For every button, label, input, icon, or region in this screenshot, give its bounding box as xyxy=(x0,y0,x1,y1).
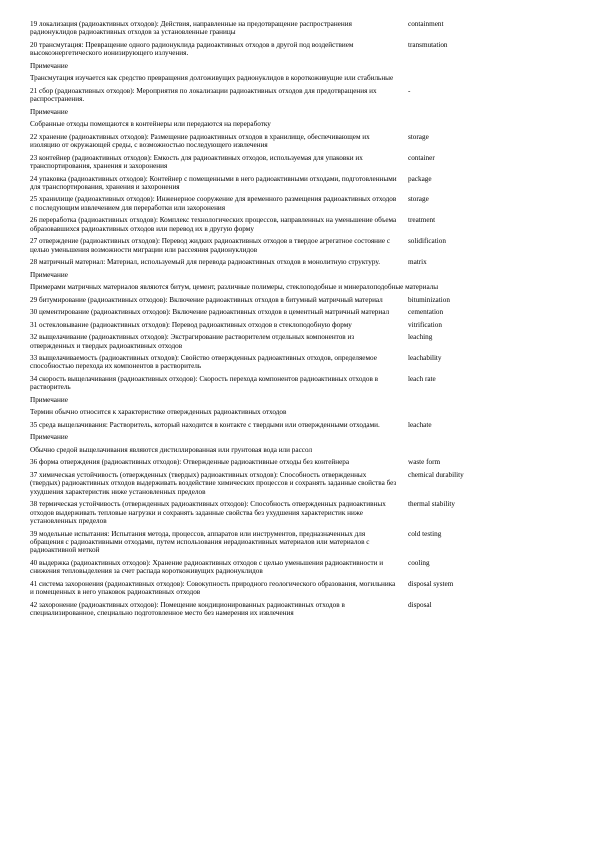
term-definition: 24 упаковка (радиоактивных отходов): Контейнер с помещенными в него радиоактивными отходами, подготовленными для транспортирования, хранения и захоронения xyxy=(30,174,397,191)
note-text: Примечание xyxy=(30,270,68,279)
term-definition: 42 захоронение (радиоактивных отходов): Помещение кондиционированных радиоактивных отходов в специализированное, специально подготовленное место без намерения их извлечения xyxy=(30,600,345,618)
term-english-equivalent: package xyxy=(408,174,432,183)
term-entry xyxy=(30,471,570,496)
term-definition: 36 форма отверждения (радиоактивных отходов): Отвержденные радиоактивные отходы без контейнера xyxy=(30,458,350,467)
term-entry xyxy=(30,87,570,104)
term-english-equivalent: waste form xyxy=(408,458,441,467)
term-entry xyxy=(30,375,570,392)
term-entry xyxy=(30,321,570,329)
term-entry xyxy=(30,154,570,171)
term-entry xyxy=(30,354,570,371)
term-english-equivalent: leach rate xyxy=(408,374,436,383)
term-english-equivalent: disposal xyxy=(408,600,432,609)
term-definition: 26 переработка (радиоактивных отходов): Комплекс технологических процессов, направленных на уменьшение объема образовавшихся радиоактивных отходов или перевод их в другую форму xyxy=(30,216,397,233)
term-entry xyxy=(30,559,570,576)
term-english-equivalent: containment xyxy=(408,20,444,28)
term-entry xyxy=(30,175,570,192)
term-entry xyxy=(30,237,570,254)
term-definition: 23 контейнер (радиоактивных отходов): Емкость для радиоактивных отходов, используемая для упаковки их транспортирования, хранения и захоронения xyxy=(30,153,363,171)
term-entry xyxy=(30,530,570,555)
term-definition: 41 система захоронения (радиоактивных отходов): Совокупность природного геологического образования, могильника и помещенных в него упаковок радиоактивных отходов xyxy=(30,579,396,597)
term-definition: 31 остекловывание (радиоактивных отходов): Перевод радиоактивных отходов в стеклоподобную форму xyxy=(30,320,352,329)
term-english-equivalent: disposal system xyxy=(408,579,454,588)
term-entry xyxy=(30,133,570,150)
term-english-equivalent: leachability xyxy=(408,354,442,363)
term-definition: 32 выщелачивание (радиоактивных отходов): Экстрагирование растворителем отдельных компонентов из отвержденных и твердых радиоактивных отходов xyxy=(30,333,355,350)
note-text: Обычно средой выщелачивания являются дистиллированная или грунтовая вода или рассол xyxy=(30,445,313,454)
term-definition: 25 хранилище (радиоактивных отходов): Инженерное сооружение для временного размещения радиоактивных отходов с последующим извлечением для переработки или захоронения xyxy=(30,195,397,212)
term-entry xyxy=(30,41,570,58)
term-english-equivalent: treatment xyxy=(408,216,436,225)
term-english-equivalent: solidification xyxy=(408,237,446,246)
term-definition: 20 трансмутация: Превращение одного радионуклида радиоактивных отходов в другой под воздействием высокоэнергетического ионизирующего излучения. xyxy=(30,40,354,58)
term-english-equivalent: leachate xyxy=(408,420,432,429)
term-definition: 35 среда выщелачивания: Растворитель, который находится в контакте с твердыми или отвержденными отходами. xyxy=(30,420,380,429)
term-entry xyxy=(30,20,570,37)
term-english-equivalent: cold testing xyxy=(408,529,442,538)
term-english-equivalent: storage xyxy=(408,132,429,141)
term-english-equivalent: cementation xyxy=(408,308,444,317)
term-english-equivalent: container xyxy=(408,153,435,162)
term-english-equivalent: cooling xyxy=(408,558,430,567)
term-entry xyxy=(30,458,570,466)
term-definition: 33 выщелачиваемость (радиоактивных отходов): Свойство отвержденных радиоактивных отходов, определяемое способностью перехода их компонентов в растворитель xyxy=(30,354,377,371)
note-text: Примечание xyxy=(30,61,68,70)
note-text: Примерами матричных материалов являются битум, цемент, различные полимеры, стеклоподобные и минералоподобные материалы xyxy=(30,283,439,292)
term-english-equivalent: leaching xyxy=(408,333,433,342)
term-definition: 28 матричный материал: Материал, используемый для перевода радиоактивных отходов в монолитную структуру. xyxy=(30,258,381,267)
term-entry xyxy=(30,296,570,304)
term-definition: 27 отверждение (радиоактивных отходов): Перевод жидких радиоактивных отходов в твердое агрегатное состояние с целью уменьшения возможности миграции или рассеяния радионуклидов xyxy=(30,237,391,254)
term-english-equivalent: storage xyxy=(408,195,429,204)
term-english-equivalent: matrix xyxy=(408,258,427,267)
term-entry xyxy=(30,216,570,233)
term-english-equivalent: vitrification xyxy=(408,320,442,329)
term-english-equivalent: chemical durability xyxy=(408,470,464,479)
term-definition: 22 хранение (радиоактивных отходов): Размещение радиоактивных отходов в хранилище, обеспечивающем их изоляцию от окружающей среды, с возможностью последующего извлечения xyxy=(30,132,370,150)
document-page xyxy=(30,20,570,622)
term-definition: 39 модельные испытания: Испытания метода, процессов, аппаратов или инструментов, предназначенных для обращения с радиоактивными отходами, путем использования нерадиоактивных материалов или материалов с радиоактивной меткой xyxy=(30,529,370,555)
term-entry xyxy=(30,421,570,429)
term-english-equivalent: transmutation xyxy=(408,40,448,49)
term-definition: 37 химическая устойчивость (отвержденных (твердых) радиоактивных отходов): Способность отвержденных (твердых) радиоактивных отходов выдерживать воздействие химических процессов и сохранять заданные свойства без ухудшения характеристик ниже установленных пределов xyxy=(30,470,397,496)
note-text: Трансмутация изучается как средство превращения долгоживущих радионуклидов в короткоживущие или стабильные xyxy=(30,74,394,83)
note-text: Примечание xyxy=(30,107,68,116)
term-entry xyxy=(30,601,570,618)
term-entry xyxy=(30,333,570,350)
term-entry xyxy=(30,195,570,212)
term-entry xyxy=(30,580,570,597)
term-definition: 34 скорость выщелачивания (радиоактивных отходов): Скорость перехода компонентов радиоактивных отходов в растворитель xyxy=(30,374,379,392)
term-entry xyxy=(30,308,570,316)
term-entry xyxy=(30,500,570,525)
term-english-equivalent: bituminization xyxy=(408,295,450,304)
term-definition: 30 цементирование (радиоактивных отходов): Включение радиоактивных отходов в цементный матричный материал xyxy=(30,308,390,317)
term-definition: 21 сбор (радиоактивных отходов): Мероприятия по локализации радиоактивных отходов для предотвращения их распространения. xyxy=(30,86,377,104)
note-text: Примечание xyxy=(30,395,68,404)
term-english-equivalent: thermal stability xyxy=(408,500,455,509)
term-definition: 40 выдержка (радиоактивных отходов): Хранение радиоактивных отходов с целью уменьшения радиоактивности и снижения тепловыделения за счет распада короткоживущих радионуклидов xyxy=(30,558,384,576)
term-entry xyxy=(30,258,570,266)
term-definition: 19 локализация (радиоактивных отходов): Действия, направленные на предотвращение распространения радионуклидов радиоактивных отходов за установленные границы xyxy=(30,20,352,37)
note-text: Термин обычно относится к характеристике отвержденных радиоактивных отходов xyxy=(30,408,287,417)
term-definition: 38 термическая устойчивость (отвержденных радиоактивных отходов): Способность отвержденных радиоактивных отходов выдерживать тепловые нагрузки и сохранять заданные свойства без ухудшения характеристик ниже установленных пределов xyxy=(30,500,386,525)
term-definition: 29 битумирование (радиоактивных отходов): Включение радиоактивных отходов в битумный матричный материал xyxy=(30,295,383,304)
note-text: Примечание xyxy=(30,433,68,442)
note-text: Собранные отходы помещаются в контейнеры или передаются на переработку xyxy=(30,120,271,129)
term-english-equivalent: - xyxy=(408,86,411,95)
